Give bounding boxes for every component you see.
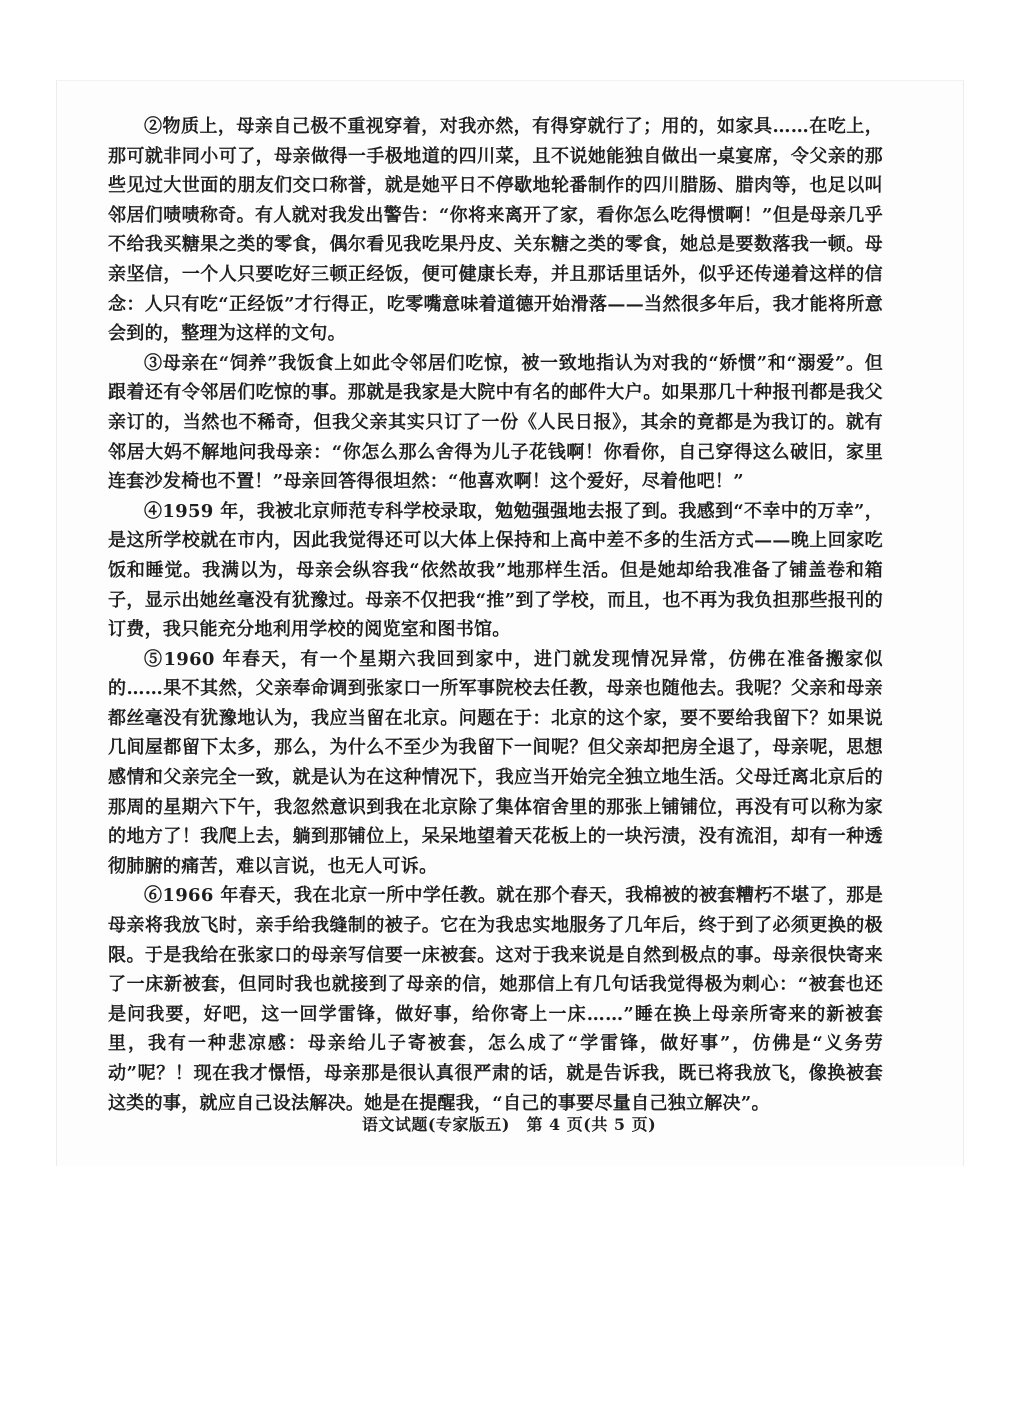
article-body [108,112,883,1118]
paragraph-6: ⑥1966 年春天，我在北京一所中学任教。就在那个春天，我棉被的被套糟朽不堪了，那是母亲将我放飞时，亲手给我缝制的被子。它在为我忠实地服务了几年后，终于到了必须更换的极限。于是我给在张家口的母亲写信要一床被套。这对于我来说是自然到极点的事。母亲很快寄来了一床新被套，但同时我也就接到了母亲的信，她那信上有几句话我觉得极为刺心：“被套也还是问我要，好吧，这一回学雷锋，做好事，给你寄上一床……”睡在换上母亲所寄来的新被套里，我有一种悲凉感：母亲给儿子寄被套，怎么成了“学雷锋，做好事”，仿佛是“义务劳动”呢？！现在我才憬悟，母亲那是很认真很严肃的话，就是告诉我，既已将我放飞，像换被套这类的事，就应自己设法解决。她是在提醒我，“自己的事要尽量自己独立解决”。 [108,885,883,1114]
paragraph-3: ③母亲在“饲养”我饭食上如此令邻居们吃惊，被一致地指认为对我的“娇惯”和“溺爱”。但跟着还有令邻居们吃惊的事。那就是我家是大院中有名的邮件大户。如果那几十种报刊都是我父亲订的，当然也不稀奇，但我父亲其实只订了一份《人民日报》，其余的竟都是为我订的。就有邻居大妈不解地问我母亲：“你怎么那么舍得为儿子花钱啊！你看你，自己穿得这么破旧，家里连套沙发椅也不置！”母亲回答得很坦然：“他喜欢啊！这个爱好，尽着他吧！” [108,352,883,493]
paragraph-5: ⑤1960 年春天，有一个星期六我回到家中，进门就发现情况异常，仿佛在准备搬家似的……果不其然，父亲奉命调到张家口一所军事院校去任教，母亲也随他去。我呢？父亲和母亲都丝毫没有犹豫地认为，我应当留在北京。问题在于：北京的这个家，要不要给我留下？如果说几间屋都留下太多，那么，为什么不至少为我留下一间呢？但父亲却把房全退了，母亲呢，思想感情和父亲完全一致，就是认为在这种情况下，我应当开始完全独立地生活。父母迁离北京后的那周的星期六下午，我忽然意识到我在北京除了集体宿舍里的那张上铺铺位，再没有可以称为家的地方了！我爬上去，躺到那铺位上，呆呆地望着天花板上的一块污渍，没有流泪，却有一种透彻肺腑的痛苦，难以言说，也无人可诉。 [108,648,883,877]
page-footer: 语文试题(专家版五) 第 4 页(共 5 页) [361,1115,657,1134]
paragraph-4: ④1959 年，我被北京师范专科学校录取，勉勉强强地去报了到。我感到“不幸中的万幸”，是这所学校就在市内，因此我觉得还可以大体上保持和上高中差不多的生活方式——晚上回家吃饭和睡觉。我满以为，母亲会纵容我“依然故我”地那样生活。但是她却给我准备了铺盖卷和箱子，显示出她丝毫没有犹豫过。母亲不仅把我“推”到了学校，而且，也不再为我负担那些报刊的订费，我只能充分地利用学校的阅览室和图书馆。 [108,500,883,641]
paragraph-2: ②物质上，母亲自己极不重视穿着，对我亦然，有得穿就行了；用的，如家具……在吃上，那可就非同小可了，母亲做得一手极地道的四川菜，且不说她能独自做出一桌宴席，令父亲的那些见过大世面的朋友们交口称誉，就是她平日不停歇地轮番制作的四川腊肠、腊肉等，也足以叫邻居们啧啧称奇。有人就对我发出警告：“你将来离开了家，看你怎么吃得惯啊！”但是母亲几乎不给我买糖果之类的零食，偶尔看见我吃果丹皮、关东糖之类的零食，她总是要数落我一顿。母亲坚信，一个人只要吃好三顿正经饭，便可健康长寿，并且那话里话外，似乎还传递着这样的信念：人只有吃“正经饭”才行得正，吃零嘴意味着道德开始滑落——当然很多年后，我才能将所意会到的，整理为这样的文句。 [108,116,883,345]
